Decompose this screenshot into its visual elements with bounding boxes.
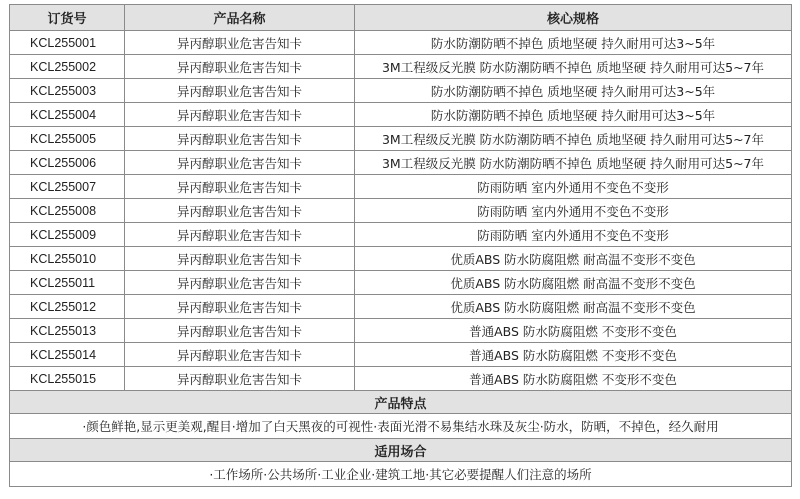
core-spec-cell: 防水防潮防晒不掉色 质地坚硬 持久耐用可达3~5年 (355, 31, 792, 55)
order-code-cell: KCL255011 (10, 271, 125, 295)
product-name-cell: 异丙醇职业危害告知卡 (125, 343, 355, 367)
product-name-cell: 异丙醇职业危害告知卡 (125, 151, 355, 175)
features-body-row (10, 414, 792, 439)
order-code-cell: KCL255015 (10, 367, 125, 391)
table-row (10, 199, 792, 223)
order-code-cell: KCL255001 (10, 31, 125, 55)
usage-body-row (10, 462, 792, 487)
table-row (10, 31, 792, 55)
table-header-row (10, 5, 792, 31)
core-spec-cell: 普通ABS 防水防腐阻燃 不变形不变色 (355, 367, 792, 391)
features-title: 产品特点 (10, 391, 792, 414)
order-code-cell: KCL255012 (10, 295, 125, 319)
core-spec-cell: 防雨防晒 室内外通用不变色不变形 (355, 175, 792, 199)
core-spec-cell: 防水防潮防晒不掉色 质地坚硬 持久耐用可达3~5年 (355, 79, 792, 103)
core-spec-cell: 防水防潮防晒不掉色 质地坚硬 持久耐用可达3~5年 (355, 103, 792, 127)
core-spec-cell: 防雨防晒 室内外通用不变色不变形 (355, 199, 792, 223)
order-code-cell: KCL255014 (10, 343, 125, 367)
table-row (10, 103, 792, 127)
usage-text: ·工作场所·公共场所·工业企业·建筑工地·其它必要提醒人们注意的场所 (10, 462, 792, 487)
order-code-cell: KCL255008 (10, 199, 125, 223)
product-name-cell: 异丙醇职业危害告知卡 (125, 199, 355, 223)
table-row (10, 55, 792, 79)
order-code-cell: KCL255004 (10, 103, 125, 127)
product-spec-table (9, 4, 792, 487)
table-row (10, 79, 792, 103)
order-code-cell: KCL255005 (10, 127, 125, 151)
table-row (10, 223, 792, 247)
product-name-cell: 异丙醇职业危害告知卡 (125, 127, 355, 151)
header-core-spec: 核心规格 (355, 5, 792, 31)
table-row (10, 127, 792, 151)
product-name-cell: 异丙醇职业危害告知卡 (125, 55, 355, 79)
table-row (10, 343, 792, 367)
table-row (10, 271, 792, 295)
core-spec-cell: 普通ABS 防水防腐阻燃 不变形不变色 (355, 319, 792, 343)
order-code-cell: KCL255007 (10, 175, 125, 199)
core-spec-cell: 防雨防晒 室内外通用不变色不变形 (355, 223, 792, 247)
features-title-row (10, 391, 792, 414)
order-code-cell: KCL255006 (10, 151, 125, 175)
product-name-cell: 异丙醇职业危害告知卡 (125, 295, 355, 319)
table-row (10, 295, 792, 319)
header-product-name: 产品名称 (125, 5, 355, 31)
order-code-cell: KCL255003 (10, 79, 125, 103)
core-spec-cell: 优质ABS 防水防腐阻燃 耐高温不变形不变色 (355, 247, 792, 271)
table-row (10, 175, 792, 199)
product-name-cell: 异丙醇职业危害告知卡 (125, 247, 355, 271)
order-code-cell: KCL255010 (10, 247, 125, 271)
product-name-cell: 异丙醇职业危害告知卡 (125, 223, 355, 247)
order-code-cell: KCL255002 (10, 55, 125, 79)
order-code-cell: KCL255013 (10, 319, 125, 343)
core-spec-cell: 3M工程级反光膜 防水防潮防晒不掉色 质地坚硬 持久耐用可达5~7年 (355, 151, 792, 175)
order-code-cell: KCL255009 (10, 223, 125, 247)
table-row (10, 151, 792, 175)
header-order-code: 订货号 (10, 5, 125, 31)
core-spec-cell: 3M工程级反光膜 防水防潮防晒不掉色 质地坚硬 持久耐用可达5~7年 (355, 127, 792, 151)
product-name-cell: 异丙醇职业危害告知卡 (125, 367, 355, 391)
product-name-cell: 异丙醇职业危害告知卡 (125, 31, 355, 55)
table-row (10, 367, 792, 391)
table-row (10, 319, 792, 343)
product-name-cell: 异丙醇职业危害告知卡 (125, 319, 355, 343)
core-spec-cell: 优质ABS 防水防腐阻燃 耐高温不变形不变色 (355, 271, 792, 295)
usage-title: 适用场合 (10, 439, 792, 462)
features-text: ·颜色鲜艳,显示更美观,醒目·增加了白天黑夜的可视性·表面光滑不易集结水珠及灰尘·防水，防晒，不掉色，经久耐用 (10, 414, 792, 439)
core-spec-cell: 普通ABS 防水防腐阻燃 不变形不变色 (355, 343, 792, 367)
product-name-cell: 异丙醇职业危害告知卡 (125, 79, 355, 103)
core-spec-cell: 3M工程级反光膜 防水防潮防晒不掉色 质地坚硬 持久耐用可达5~7年 (355, 55, 792, 79)
product-name-cell: 异丙醇职业危害告知卡 (125, 175, 355, 199)
usage-title-row (10, 439, 792, 462)
table-row (10, 247, 792, 271)
product-name-cell: 异丙醇职业危害告知卡 (125, 103, 355, 127)
core-spec-cell: 优质ABS 防水防腐阻燃 耐高温不变形不变色 (355, 295, 792, 319)
product-name-cell: 异丙醇职业危害告知卡 (125, 271, 355, 295)
